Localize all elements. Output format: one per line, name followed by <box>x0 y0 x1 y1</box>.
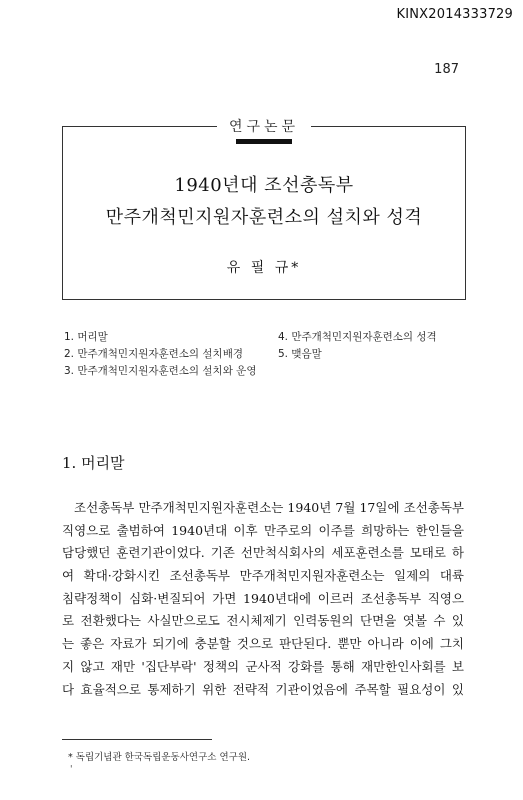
section-label-wrap <box>63 116 465 136</box>
author: 유 필 규* <box>226 260 302 276</box>
title-box <box>62 119 466 300</box>
footnote-mark: ' <box>70 765 73 775</box>
body-line: 로 전환했다는 사실만으로도 전시체제기 인력동원의 단면을 엿볼 수 있 <box>62 613 464 629</box>
toc-item: 3. 만주개척민지원자훈련소의 설치와 운영 <box>64 365 257 377</box>
footnote-rule <box>62 739 212 740</box>
page-number: 187 <box>434 62 459 77</box>
toc-item: 1. 머리말 <box>64 331 108 343</box>
body-line: 다 효율적으로 통제하기 위한 전략적 기관이었음에 주목할 필요성이 있 <box>62 681 464 697</box>
body-line: 직영으로 출범하여 1940년대 이후 만주로의 이주를 희망하는 한인들을 <box>62 522 464 538</box>
toc-item: 5. 맺음말 <box>278 348 322 360</box>
section-heading: 1. 머리말 <box>62 454 125 472</box>
footnote: * 독립기념관 한국독립운동사연구소 연구원. <box>68 752 251 763</box>
body-line: 조선총독부 만주개척민지원자훈련소는 1940년 7월 17일에 조선총독부 <box>74 500 464 515</box>
section-label-bar <box>236 139 292 144</box>
title-line-2: 만주개척민지원자훈련소의 설치와 성격 <box>105 207 423 228</box>
body-line: 여 확대·강화시킨 조선총독부 만주개척민지원자훈련소는 일제의 대륙 <box>62 568 464 584</box>
toc-item: 2. 만주개척민지원자훈련소의 설치배경 <box>64 348 243 360</box>
document-id: KINX2014333729 <box>396 7 513 22</box>
body-line: 담당했던 훈련기관이었다. 기존 선만척식회사의 세포훈련소를 모태로 하 <box>62 545 464 561</box>
section-label: 연구논문 <box>217 116 311 136</box>
body-line: 는 좋은 자료가 되기에 충분할 것으로 판단된다. 뿐만 아니라 이에 그치 <box>62 636 464 652</box>
toc-item: 4. 만주개척민지원자훈련소의 성격 <box>278 331 437 343</box>
body-text <box>62 497 464 701</box>
body-line: 침략정책이 심화·변질되어 가면 1940년대에 이르러 조선총독부 직영으 <box>62 590 464 606</box>
title-line-1: 1940년대 조선총독부 <box>174 175 354 196</box>
body-line: 지 않고 재만 '집단부락' 정책의 군사적 강화를 통해 재만한인사회를 보 <box>62 658 464 674</box>
